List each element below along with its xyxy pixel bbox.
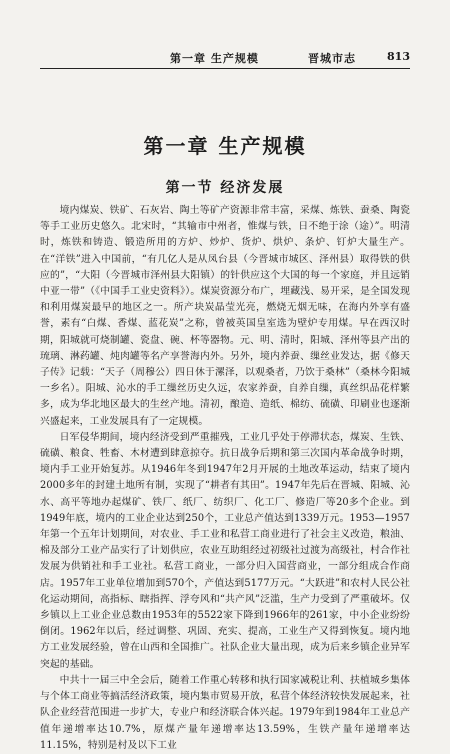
body-text (40, 203, 410, 754)
running-header (40, 48, 410, 68)
section-title: 第一节 经济发展 (165, 180, 285, 196)
paragraph-1: 境内煤炭、铁矿、石灰岩、陶土等矿产资源非常丰富，采煤、炼铁、蚕桑、陶瓷等手工业历史悠久。北宋时，“其输市中州者，惟煤与铁，日不绝于涂（途）”。明清时，炼铁和铸造、锻造所用的方炉、炒炉、货炉、烘炉、条炉、钉炉大量生产。在“洋铁”进入中国前，“有几亿人是从凤台县（今晋城市城区、泽州县）取得铁的供应的”，“大阳（今晋城市泽州县大阳镇）的针供应这个大国的每一个家庭，并且远销中亚一带”（《中国手工业史资料》）。煤炭资源分布广，埋藏浅、易开采，是全国发现和利用煤炭最早的地区之一。所产块炭晶莹光亮，燃烧无烟无味，在海内外享有盛誉，素有“白煤、香煤、蓝花炭”之称，曾被英国皇室选为壁炉专用煤。早在西汉时期，阳城就可烧制罐、瓷盘、碗、杯等器物。元、明、清时，阳城、泽州等县产出的琉璃、淋药罐、炖肉罐等名产享誉海内外。另外，境内养蚕、缫丝业发达，据《修天子传》记载：“天子（周穆公）四日休于漯泽，以观桑者，乃饮于桑林”（桑林今阳城一乡名）。阳城、沁水的手工缫丝历史久远，农家养蚕，自养自缫，真丝织品花样繁多，成为华北地区最大的生丝产地。清初，酿造、造纸、棉纺、硫磺、印刷业也逐渐兴盛起来，工业发展具有了一定规模。 (40, 205, 410, 427)
page-number: 813 (387, 50, 410, 63)
chapter-title: 第一章 生产规模 (143, 134, 307, 158)
paragraph-2: 日军侵华期间，境内经济受到严重摧残，工业几乎处于停滞状态，煤炭、生铁、硫磺、粮食、牲畜、木材遭到肆意掠夺。抗日战争后期和第三次国内革命战争时期，境内手工业开始复苏。从1946年冬到1947年2月开展的土地改革运动，结束了境内2000多年的封建土地所有制，实现了“耕者有其田”。1947年先后在晋城、阳城、沁水、高平等地办起煤矿、铁厂、纸厂、纺织厂、化工厂、修造厂等20多个企业。到1949年底，境内的工业企业达到250个，工业总产值达到1339万元。1953—1957年第一个五年计划期间，对农业、手工业和私营工商业进行了社会主义改造，粮油、棉及部分工业产品实行了计划供应，农业互助组经过初级社过渡为高级社，村合作社发展为供销社和手工业社。私营工商业，一部分归入国营商业，一部分组成合作商店。1957年工业单位增加到570个，产值达到5177万元。“大跃进”和农村人民公社化运动期间，高指标、瞎指挥、浮夸风和“共产风”泛滥，生产力受到了严重破坏。仅乡镇以上工业企业总数由1953年的5522家下降到1966年的261家，中小企业纷纷倒闭。1962年以后，经过调整、巩固、充实、提高，工业生产又得到恢复。境内地方工业发展经验，曾在山西和全国推广。社队企业大量出现，成为后来乡镇企业异军突起的基础。 (40, 431, 410, 670)
header-rule (40, 68, 410, 69)
paragraph-3: 中共十一届三中全会后，随着工作重心转移和执行国家减税让利、扶植城乡集体与个体工商业等搞活经济政策，境内集市贸易开放，私营个体经济较快发展起来，社队企业经营范围进一步扩大，专业户和经济联合体兴起。1979年到1984年工业总产值年递增率达10.7%，原煤产量年递增率达13.59%，生铁产量年递增率达11.15%，特别是村及以下工业 (40, 674, 410, 751)
header-book-title: 晋城市志 (308, 52, 356, 65)
header-chapter: 第一章 生产规模 (170, 52, 259, 65)
